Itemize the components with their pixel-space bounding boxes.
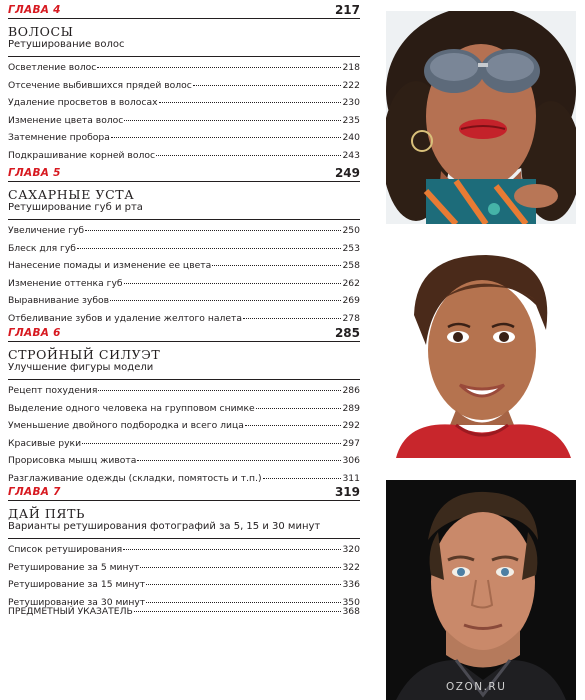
dot-leader bbox=[111, 137, 342, 138]
toc-entry[interactable] bbox=[8, 435, 360, 453]
entry-page: 289 bbox=[342, 402, 360, 414]
dot-leader bbox=[146, 584, 341, 585]
entry-text: Красивые руки bbox=[8, 437, 82, 449]
entry-list bbox=[8, 59, 360, 165]
entry-text: Список ретуширования bbox=[8, 544, 123, 555]
entry-text: Удаление просветов в волосах bbox=[8, 97, 158, 109]
chapter-header bbox=[8, 482, 360, 501]
dot-leader bbox=[263, 478, 342, 479]
toc-entry[interactable] bbox=[8, 452, 360, 470]
chapter-4 bbox=[8, 0, 360, 165]
chapter-6 bbox=[8, 323, 360, 488]
entry-text: ПРЕДМЕТНЫЙ УКАЗАТЕЛЬ bbox=[8, 606, 133, 617]
entry-page: 368 bbox=[342, 606, 360, 617]
chapter-label: ГЛАВА 6 bbox=[8, 327, 61, 339]
toc-entry[interactable] bbox=[8, 292, 360, 310]
entry-text: Рецепт похудения bbox=[8, 385, 98, 396]
entry-page: 292 bbox=[342, 420, 360, 432]
toc-entry-index[interactable] bbox=[8, 603, 360, 621]
dot-leader bbox=[124, 283, 342, 284]
photo-woman-smiling bbox=[386, 245, 576, 458]
entry-page: 250 bbox=[342, 225, 360, 236]
entry-text: Изменение оттенка губ bbox=[8, 277, 123, 289]
entry-page: 240 bbox=[342, 132, 360, 144]
entry-page: 297 bbox=[342, 437, 360, 449]
entry-page: 253 bbox=[342, 242, 360, 254]
chapter-subtitle: Ретуширование волос bbox=[8, 39, 360, 57]
chapter-page: 249 bbox=[334, 166, 360, 180]
entry-page: 262 bbox=[342, 277, 360, 289]
chapter-label: ГЛАВА 7 bbox=[8, 486, 61, 498]
chapter-header bbox=[8, 0, 360, 19]
entry-text: Осветление волос bbox=[8, 62, 97, 73]
chapter-subtitle: Улучшение фигуры модели bbox=[8, 362, 360, 380]
entry-page: 286 bbox=[342, 385, 360, 396]
entry-page: 320 bbox=[342, 544, 360, 555]
entry-list bbox=[8, 382, 360, 488]
entry-text: Выравнивание зубов bbox=[8, 295, 110, 307]
chapter-page: 285 bbox=[334, 326, 360, 340]
chapter-page: 217 bbox=[334, 3, 360, 17]
toc-entry[interactable] bbox=[8, 400, 360, 418]
entry-page: 350 bbox=[342, 596, 360, 608]
chapter-subtitle: Ретуширование губ и рта bbox=[8, 202, 360, 220]
dot-leader bbox=[193, 85, 342, 86]
chapter-header bbox=[8, 323, 360, 342]
entry-text: Прорисовка мышц живота bbox=[8, 455, 137, 467]
entry-text: Подкрашивание корней волос bbox=[8, 149, 155, 161]
dot-leader bbox=[256, 408, 342, 409]
toc-entry[interactable] bbox=[8, 257, 360, 275]
toc-entry[interactable] bbox=[8, 240, 360, 258]
toc-entry[interactable] bbox=[8, 222, 360, 240]
dot-leader bbox=[137, 460, 341, 461]
entry-page: 218 bbox=[342, 62, 360, 73]
dot-leader bbox=[85, 230, 341, 231]
entry-text: Ретуширование за 5 минут bbox=[8, 561, 140, 573]
entry-text: Отсечение выбившихся прядей волос bbox=[8, 79, 192, 91]
entry-text: Разглаживание одежды (складки, помятость и т.п.) bbox=[8, 472, 262, 484]
toc-entry[interactable] bbox=[8, 147, 360, 165]
entry-list bbox=[8, 541, 360, 611]
entry-text: Ретуширование за 15 минут bbox=[8, 579, 146, 591]
entry-page: 306 bbox=[342, 455, 360, 467]
chapter-5 bbox=[8, 163, 360, 328]
entry-page: 222 bbox=[342, 79, 360, 91]
chapter-7 bbox=[8, 482, 360, 611]
dot-leader bbox=[140, 567, 341, 568]
dot-leader bbox=[82, 443, 341, 444]
entry-page: 322 bbox=[342, 561, 360, 573]
dot-leader bbox=[159, 102, 342, 103]
entry-page: 258 bbox=[342, 260, 360, 272]
chapter-title: САХАРНЫЕ УСТА bbox=[8, 187, 135, 202]
dot-leader bbox=[156, 155, 341, 156]
entry-text: Уменьшение двойного подбородка и всего лица bbox=[8, 420, 244, 432]
entry-text: Изменение цвета волос bbox=[8, 114, 124, 126]
toc-entry[interactable] bbox=[8, 275, 360, 293]
toc-entry[interactable] bbox=[8, 382, 360, 400]
entry-page: 243 bbox=[342, 149, 360, 161]
entry-list bbox=[8, 222, 360, 328]
toc-entry[interactable] bbox=[8, 576, 360, 594]
toc-entry[interactable] bbox=[8, 59, 360, 77]
toc-entry[interactable] bbox=[8, 541, 360, 559]
dot-leader bbox=[212, 265, 341, 266]
toc-entry[interactable] bbox=[8, 559, 360, 577]
dot-leader bbox=[77, 248, 342, 249]
chapter-subtitle: Варианты ретуширования фотографий за 5, 15 и 30 минут bbox=[8, 521, 360, 539]
entry-text: Ретуширование за 30 минут bbox=[8, 596, 146, 608]
dot-leader bbox=[123, 549, 341, 550]
entry-text: Затемнение пробора bbox=[8, 132, 110, 144]
chapter-title: ВОЛОСЫ bbox=[8, 24, 74, 39]
chapter-label: ГЛАВА 5 bbox=[8, 167, 61, 179]
toc-entry[interactable] bbox=[8, 417, 360, 435]
photo-woman-sunglasses bbox=[386, 11, 576, 224]
entry-text: Нанесение помады и изменение ее цвета bbox=[8, 260, 212, 272]
entry-page: 235 bbox=[342, 114, 360, 126]
dot-leader bbox=[134, 611, 342, 612]
entry-page: 336 bbox=[342, 579, 360, 591]
dot-leader bbox=[97, 67, 341, 68]
dot-leader bbox=[243, 318, 341, 319]
toc-entry[interactable] bbox=[8, 77, 360, 95]
entry-page: 278 bbox=[342, 312, 360, 324]
entry-page: 230 bbox=[342, 97, 360, 109]
chapter-page: 319 bbox=[334, 485, 360, 499]
dot-leader bbox=[245, 425, 342, 426]
entry-text: Увеличение губ bbox=[8, 225, 85, 236]
dot-leader bbox=[98, 390, 341, 391]
entry-text: Выделение одного человека на групповом снимке bbox=[8, 402, 255, 414]
chapter-label: ГЛАВА 4 bbox=[8, 4, 61, 16]
chapter-title: ДАЙ ПЯТЬ bbox=[8, 506, 86, 521]
entry-text: Блеск для губ bbox=[8, 242, 76, 254]
toc-entry[interactable] bbox=[8, 112, 360, 130]
entry-page: 269 bbox=[342, 295, 360, 307]
dot-leader bbox=[124, 120, 341, 121]
chapter-header bbox=[8, 163, 360, 182]
dot-leader bbox=[110, 300, 341, 301]
toc-entry[interactable] bbox=[8, 129, 360, 147]
toc-entry[interactable] bbox=[8, 94, 360, 112]
chapter-title: СТРОЙНЫЙ СИЛУЭТ bbox=[8, 347, 161, 362]
photo-man bbox=[386, 480, 576, 700]
entry-page: 311 bbox=[342, 472, 360, 484]
entry-text: Отбеливание зубов и удаление желтого налета bbox=[8, 312, 242, 324]
watermark: OZON.RU bbox=[446, 681, 507, 693]
